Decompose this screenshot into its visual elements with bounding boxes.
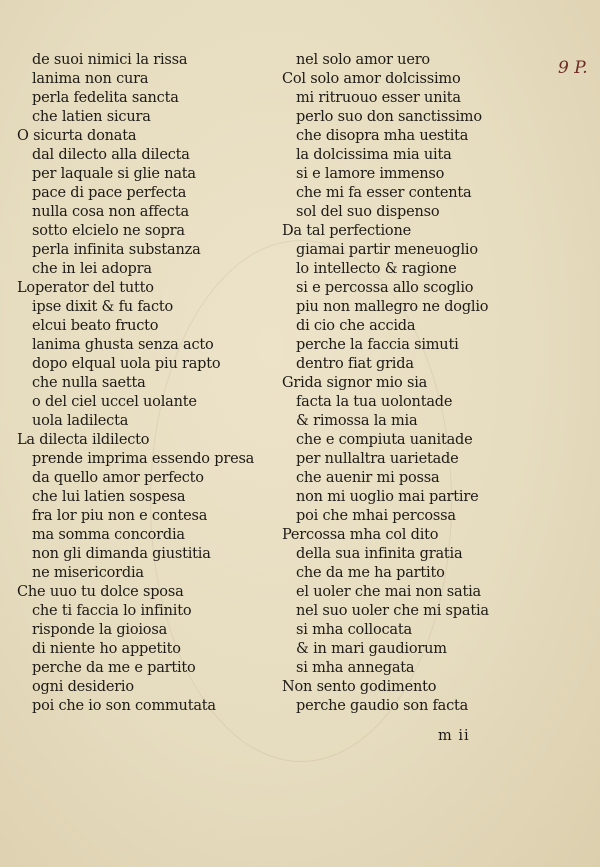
verse-line: dentro fiat grida: [296, 356, 414, 372]
verse-line: o del ciel uccel uolante: [32, 394, 197, 410]
verse-line: uola ladilecta: [32, 413, 129, 429]
verse-line: non mi uoglio mai partire: [296, 489, 479, 505]
verse-line: prende imprima essendo presa: [32, 451, 255, 467]
verse-line: che latien sicura: [32, 109, 151, 125]
verse-line: che nulla saetta: [32, 375, 146, 391]
verse-line: Da tal perfectione: [282, 223, 411, 239]
verse-line: piu non mallegro ne doglio: [296, 299, 489, 315]
verse-line: facta la tua uolontade: [296, 394, 453, 410]
verse-line: ogni desiderio: [32, 679, 134, 695]
verse-line: si e lamore immenso: [296, 166, 445, 182]
verse-line: lanima ghusta senza acto: [32, 337, 214, 353]
verse-line: perlo suo don sanctissimo: [296, 109, 482, 125]
verse-line: poi che io son commutata: [32, 698, 216, 714]
verse-line: si mha annegata: [296, 660, 415, 676]
verse-line: perche gaudio son facta: [296, 698, 469, 714]
verse-line: sol del suo dispenso: [296, 204, 440, 220]
verse-line: ne misericordia: [32, 565, 144, 581]
verse-line: Non sento godimento: [282, 679, 437, 695]
verse-line: nel suo uoler che mi spatia: [296, 603, 489, 619]
verse-line: che mi fa esser contenta: [296, 185, 472, 201]
verse-line: che auenir mi possa: [296, 470, 440, 486]
verse-line: de suoi nimici la rissa: [32, 52, 188, 68]
verse-line: O sicurta donata: [17, 128, 137, 144]
verse-line: pace di pace perfecta: [32, 185, 187, 201]
verse-line: & rimossa la mia: [296, 413, 418, 429]
verse-line: giamai partir meneuoglio: [296, 242, 478, 258]
verse-line: elcui beato fructo: [32, 318, 159, 334]
verse-line: ipse dixit & fu facto: [32, 299, 174, 315]
verse-line: sotto elcielo ne sopra: [32, 223, 185, 239]
verse-line: di cio che accida: [296, 318, 416, 334]
verse-line: perche da me e partito: [32, 660, 196, 676]
verse-line: nel solo amor uero: [296, 52, 430, 68]
verse-line: di niente ho appetito: [32, 641, 181, 657]
verse-line: La dilecta ildilecto: [17, 432, 150, 448]
verse-line: dal dilecto alla dilecta: [32, 147, 190, 163]
verse-line: perche la faccia simuti: [296, 337, 459, 353]
verse-line: che da me ha partito: [296, 565, 445, 581]
verse-line: perla infinita substanza: [32, 242, 201, 258]
signature-mark: m ii: [438, 728, 470, 744]
verse-line: lo intellecto & ragione: [296, 261, 457, 277]
verse-line: fra lor piu non e contesa: [32, 508, 208, 524]
verse-line: della sua infinita gratia: [296, 546, 463, 562]
verse-line: Grida signor mio sia: [282, 375, 428, 391]
verse-line: si e percossa allo scoglio: [296, 280, 474, 296]
verse-line: che disopra mha uestita: [296, 128, 469, 144]
verse-line: che ti faccia lo infinito: [32, 603, 192, 619]
verse-line: per nullaltra uarietade: [296, 451, 459, 467]
verse-line: perla fedelita sancta: [32, 90, 179, 106]
verse-line: che lui latien sospesa: [32, 489, 186, 505]
verse-line: dopo elqual uola piu rapto: [32, 356, 221, 372]
verse-line: per laquale si glie nata: [32, 166, 196, 182]
verse-line: ma somma concordia: [32, 527, 185, 543]
verse-line: Loperator del tutto: [17, 280, 154, 296]
verse-line: lanima non cura: [32, 71, 149, 87]
verse-line: el uoler che mai non satia: [296, 584, 481, 600]
verse-line: poi che mhai percossa: [296, 508, 456, 524]
verse-line: si mha collocata: [296, 622, 412, 638]
verse-line: & in mari gaudiorum: [296, 641, 447, 657]
verse-line: che in lei adopra: [32, 261, 152, 277]
verse-line: Col solo amor dolcissimo: [282, 71, 461, 87]
verse-line: Che uuo tu dolce sposa: [17, 584, 184, 600]
verse-line: nulla cosa non affecta: [32, 204, 189, 220]
verse-line: da quello amor perfecto: [32, 470, 204, 486]
verse-line: la dolcissima mia uita: [296, 147, 452, 163]
verse-line: non gli dimanda giustitia: [32, 546, 211, 562]
verse-line: Percossa mha col dito: [282, 527, 439, 543]
folio-number: 9 P.: [558, 58, 588, 78]
verse-line: risponde la gioiosa: [32, 622, 168, 638]
verse-line: mi ritruouo esser unita: [296, 90, 461, 106]
verse-line: che e compiuta uanitade: [296, 432, 473, 448]
